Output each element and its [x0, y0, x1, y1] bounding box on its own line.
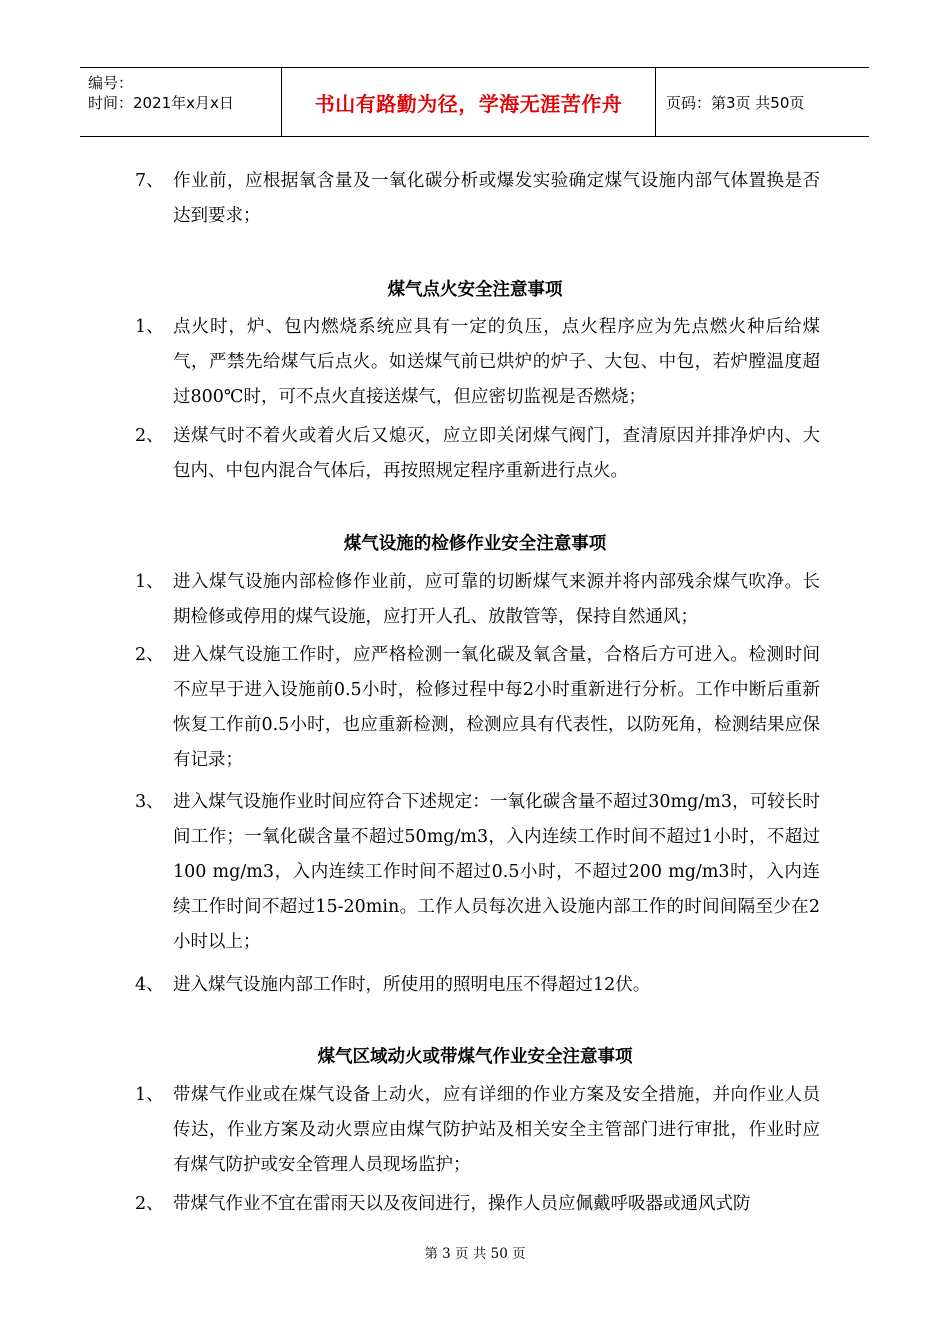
item-text: 带煤气作业不宜在雷雨天以及夜间进行，操作人员应佩戴呼吸器或通风式防 — [173, 1194, 751, 1214]
serial-label: 编号： — [88, 74, 134, 92]
time-label: 时间：2021年x月x日 — [88, 94, 234, 112]
list-item — [135, 638, 820, 778]
item-text: 点火时，炉、包内燃烧系统应具有一定的负压，点火程序应为先点燃火种后给煤气，严禁先给煤气后点火。如送煤气前已烘炉的炉子、大包、中包，若炉膛温度超过800℃时，可不点火直接送煤气，但应密切监视是否燃烧； — [173, 317, 820, 407]
section-title: 煤气区域动火或带煤气作业安全注意事项 — [317, 1047, 633, 1067]
item-number: 1、 — [135, 317, 164, 337]
item-number: 1、 — [135, 1085, 164, 1105]
list-item — [135, 565, 820, 635]
item-number: 3、 — [135, 792, 164, 812]
item-text: 进入煤气设施作业时间应符合下述规定：一氧化碳含量不超过30mg/m3，可较长时间工作；一氧化碳含量不超过50mg/m3，入内连续工作时间不超过1小时，不超过100 mg/m3，入内连续工作时间不超过0.5小时，不超过200 mg/m3时，入内连续工作时间不超过15-20min。工作人员每次进入设施内部工作的时间间隔至少在2小时以上； — [173, 792, 820, 952]
item-number: 2、 — [135, 1194, 164, 1214]
list-item — [135, 419, 820, 489]
list-item — [135, 1187, 820, 1222]
section-title: 煤气点火安全注意事项 — [387, 280, 563, 300]
item-number: 1、 — [135, 572, 164, 592]
item-number: 4、 — [135, 975, 164, 995]
section-title: 煤气设施的检修作业安全注意事项 — [343, 534, 607, 554]
document-header — [80, 67, 869, 137]
item-number: 2、 — [135, 426, 164, 446]
item-text: 带煤气作业或在煤气设备上动火，应有详细的作业方案及安全措施，并向作业人员传达，作业方案及动火票应由煤气防护站及相关安全主管部门进行审批，作业时应有煤气防护或安全管理人员现场监护； — [173, 1085, 820, 1175]
item-text: 送煤气时不着火或着火后又熄灭，应立即关闭煤气阀门，查清原因并排净炉内、大包内、中包内混合气体后，再按照规定程序重新进行点火。 — [173, 426, 820, 481]
page-footer: 第 3 页 共 50 页 — [424, 1246, 526, 1262]
list-item — [135, 310, 820, 415]
item-text: 进入煤气设施内部检修作业前，应可靠的切断煤气来源并将内部残余煤气吹净。长期检修或停用的煤气设施，应打开人孔、放散管等，保持自然通风； — [173, 572, 820, 627]
header-meta-cell — [80, 68, 281, 136]
header-motto: 书山有路勤为径，学海无涯苦作舟 — [281, 68, 656, 136]
item-number: 7、 — [135, 171, 164, 191]
list-item — [135, 785, 820, 960]
list-item — [135, 164, 820, 234]
item-text: 作业前，应根据氧含量及一氧化碳分析或爆发实验确定煤气设施内部气体置换是否达到要求； — [173, 171, 820, 226]
list-item — [135, 1078, 820, 1183]
item-number: 2、 — [135, 645, 164, 665]
header-page-info: 页码：第3页 共50页 — [666, 93, 805, 112]
item-text: 进入煤气设施工作时，应严格检测一氧化碳及氧含量，合格后方可进入。检测时间不应早于进入设施前0.5小时，检修过程中每2小时重新进行分析。工作中断后重新恢复工作前0.5小时，也应重新检测，检测应具有代表性，以防死角，检测结果应保有记录； — [173, 645, 821, 770]
list-item — [135, 968, 820, 1003]
item-text: 进入煤气设施内部工作时，所使用的照明电压不得超过12伏。 — [173, 975, 651, 995]
